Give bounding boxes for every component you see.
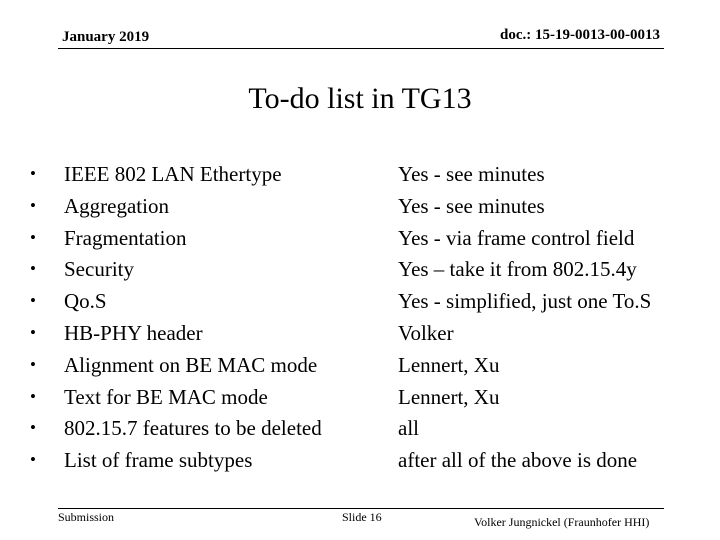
list-item-status: Yes - via frame control field	[398, 225, 635, 250]
footer-author: Volker Jungnickel (Fraunhofer HHI)	[474, 515, 650, 529]
list-item-topic: Aggregation	[64, 193, 169, 218]
bullet-icon: •	[30, 418, 36, 438]
header-doc-id: doc.: 15-19-0013-00-0013	[500, 27, 660, 43]
list-item-status: Lennert, Xu	[398, 352, 500, 377]
footer-rule	[58, 508, 664, 509]
slide-title: To-do list in TG13	[248, 82, 472, 115]
bullet-icon: •	[30, 164, 36, 183]
bullet-icon: •	[30, 195, 36, 215]
list-item-topic: Security	[64, 257, 134, 282]
bullet-icon: •	[30, 386, 36, 406]
list-item-status: all	[398, 416, 419, 441]
bullet-icon: •	[30, 323, 36, 342]
list-item-status: Yes - see minutes	[398, 162, 545, 186]
list-item-status: Lennert, Xu	[398, 384, 500, 409]
list-item-topic: Fragmentation	[64, 225, 187, 250]
list-item	[0, 222, 720, 254]
list-item	[0, 381, 720, 413]
list-item	[0, 412, 720, 444]
list-item	[0, 158, 720, 190]
bullet-icon: •	[30, 354, 36, 374]
list-item-topic: Qo.S	[64, 289, 107, 314]
list-item-topic: IEEE 802 LAN Ethertype	[64, 162, 282, 186]
list-item-status: Yes – take it from 802.15.4y	[398, 257, 637, 282]
list-item-topic: 802.15.7 features to be deleted	[64, 416, 322, 441]
bullet-icon: •	[30, 291, 36, 311]
bullet-icon: •	[30, 450, 36, 470]
list-item	[0, 317, 720, 349]
bullet-icon: •	[30, 259, 36, 279]
bullet-icon: •	[30, 227, 36, 247]
list-item	[0, 444, 720, 476]
list-item	[0, 253, 720, 285]
header-date: January 2019	[62, 29, 150, 45]
list-item	[0, 349, 720, 381]
list-item-status: Yes - see minutes	[398, 193, 545, 218]
list-item-topic: HB-PHY header	[64, 321, 203, 345]
footer-slide-number: Slide 16	[342, 510, 382, 524]
list-item-topic: Alignment on BE MAC mode	[64, 352, 318, 377]
list-item-topic: Text for BE MAC mode	[64, 384, 268, 409]
list-item-topic: List of frame subtypes	[64, 448, 253, 473]
header-rule	[58, 48, 664, 49]
list-item-status: Volker	[398, 321, 454, 345]
list-item	[0, 285, 720, 317]
footer-submission: Submission	[58, 510, 115, 524]
list-item-status: Yes - simplified, just one To.S	[398, 289, 652, 314]
list-item	[0, 190, 720, 222]
list-item-status: after all of the above is done	[398, 448, 638, 473]
